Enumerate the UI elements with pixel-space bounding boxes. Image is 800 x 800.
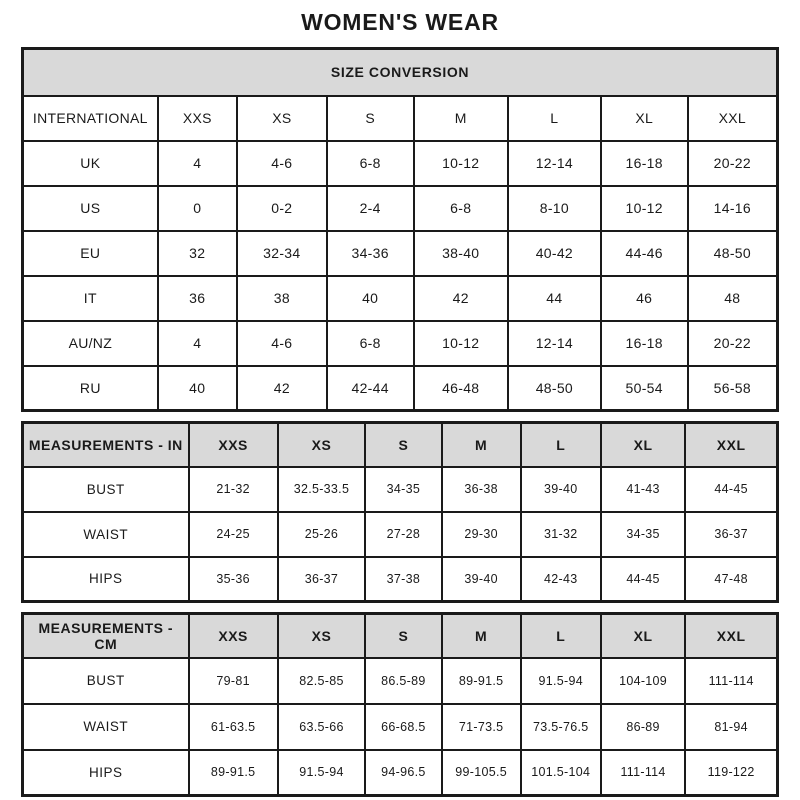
row-label: AU/NZ xyxy=(23,321,158,366)
table-cell: 12-14 xyxy=(508,321,601,366)
table-cell: 24-25 xyxy=(189,512,278,557)
table-cell: 42 xyxy=(237,366,327,411)
table-cell: 38-40 xyxy=(414,231,508,276)
column-header: XL xyxy=(601,96,688,141)
table-cell: 101.5-104 xyxy=(521,750,601,796)
table-cell: 6-8 xyxy=(414,186,508,231)
table-cell: 42 xyxy=(414,276,508,321)
table-cell: 86-89 xyxy=(601,704,686,750)
table-cell: 73.5-76.5 xyxy=(521,704,601,750)
table-cell: 35-36 xyxy=(189,557,278,602)
table-cell: 44-45 xyxy=(601,557,686,602)
table-row-hips-cm xyxy=(23,750,778,796)
table-cell: 42-43 xyxy=(521,557,601,602)
table-cell: 10-12 xyxy=(601,186,688,231)
table-cell: 91.5-94 xyxy=(278,750,366,796)
table-cell: 4 xyxy=(158,321,237,366)
table-cell: 32.5-33.5 xyxy=(278,467,366,512)
table-cell: 48-50 xyxy=(688,231,778,276)
table-cell: 31-32 xyxy=(521,512,601,557)
column-header: XXS xyxy=(158,96,237,141)
row-label: RU xyxy=(23,366,158,411)
table-cell: 61-63.5 xyxy=(189,704,278,750)
table-cell: 71-73.5 xyxy=(442,704,521,750)
table-cell: 8-10 xyxy=(508,186,601,231)
table-cell: 48-50 xyxy=(508,366,601,411)
table-cell: 66-68.5 xyxy=(365,704,441,750)
column-header: INTERNATIONAL xyxy=(23,96,158,141)
table-cell: 40-42 xyxy=(508,231,601,276)
table-cell: 94-96.5 xyxy=(365,750,441,796)
table-cell: 119-122 xyxy=(685,750,777,796)
table-cell: 42-44 xyxy=(327,366,414,411)
size-conversion-header-row xyxy=(23,49,778,96)
column-header: XXL xyxy=(685,423,777,467)
table-cell: 56-58 xyxy=(688,366,778,411)
table-cell: 37-38 xyxy=(365,557,441,602)
table-cell: 39-40 xyxy=(521,467,601,512)
row-label: BUST xyxy=(23,658,189,704)
table-cell: 36 xyxy=(158,276,237,321)
table-cell: 44-46 xyxy=(601,231,688,276)
measurements-in-table xyxy=(21,421,779,603)
table-row-waist-cm xyxy=(23,704,778,750)
table-cell: 104-109 xyxy=(601,658,686,704)
column-header: S xyxy=(327,96,414,141)
table-cell: 36-37 xyxy=(278,557,366,602)
column-header: XXS xyxy=(189,614,278,658)
table-row-it xyxy=(23,276,778,321)
table-cell: 81-94 xyxy=(685,704,777,750)
table-cell: 39-40 xyxy=(442,557,521,602)
measurements-in-header-row xyxy=(23,423,778,467)
table-cell: 111-114 xyxy=(685,658,777,704)
table-row-aunz xyxy=(23,321,778,366)
table-cell: 38 xyxy=(237,276,327,321)
table-row-uk xyxy=(23,141,778,186)
table-cell: 36-38 xyxy=(442,467,521,512)
table-cell: 79-81 xyxy=(189,658,278,704)
row-label: HIPS xyxy=(23,557,189,602)
column-header: S xyxy=(365,423,441,467)
measurements-cm-header-row xyxy=(23,614,778,658)
table-cell: 40 xyxy=(327,276,414,321)
table-cell: 21-32 xyxy=(189,467,278,512)
table-cell: 29-30 xyxy=(442,512,521,557)
size-conversion-table xyxy=(21,47,779,412)
table-cell: 14-16 xyxy=(688,186,778,231)
table-cell: 91.5-94 xyxy=(521,658,601,704)
column-header: XS xyxy=(237,96,327,141)
table-cell: 12-14 xyxy=(508,141,601,186)
table-cell: 34-35 xyxy=(601,512,686,557)
table-cell: 16-18 xyxy=(601,321,688,366)
table-cell: 0 xyxy=(158,186,237,231)
table-cell: 16-18 xyxy=(601,141,688,186)
row-label: US xyxy=(23,186,158,231)
table-row-hips-in xyxy=(23,557,778,602)
row-label: BUST xyxy=(23,467,189,512)
column-header: XXL xyxy=(685,614,777,658)
table-cell: 44 xyxy=(508,276,601,321)
column-header: S xyxy=(365,614,441,658)
column-header: L xyxy=(521,614,601,658)
row-label: UK xyxy=(23,141,158,186)
column-header: L xyxy=(508,96,601,141)
table-cell: 86.5-89 xyxy=(365,658,441,704)
table-cell: 10-12 xyxy=(414,141,508,186)
table-row-bust-cm xyxy=(23,658,778,704)
table-cell: 2-4 xyxy=(327,186,414,231)
table-row-waist-in xyxy=(23,512,778,557)
table-cell: 34-36 xyxy=(327,231,414,276)
size-conversion-title: SIZE CONVERSION xyxy=(23,49,778,96)
table-cell: 36-37 xyxy=(685,512,777,557)
column-header: L xyxy=(521,423,601,467)
table-cell: 32-34 xyxy=(237,231,327,276)
table-row-ru xyxy=(23,366,778,411)
table-cell: 20-22 xyxy=(688,321,778,366)
table-cell: 44-45 xyxy=(685,467,777,512)
table-row-us xyxy=(23,186,778,231)
column-header: XS xyxy=(278,614,366,658)
table-cell: 89-91.5 xyxy=(442,658,521,704)
table-cell: 4-6 xyxy=(237,321,327,366)
table-cell: 46-48 xyxy=(414,366,508,411)
column-header: M xyxy=(442,423,521,467)
row-label: EU xyxy=(23,231,158,276)
page-title: WOMEN'S WEAR xyxy=(301,9,499,35)
table-cell: 89-91.5 xyxy=(189,750,278,796)
table-cell: 99-105.5 xyxy=(442,750,521,796)
table-row-eu xyxy=(23,231,778,276)
table-cell: 27-28 xyxy=(365,512,441,557)
column-header: M xyxy=(442,614,521,658)
column-header: XXS xyxy=(189,423,278,467)
row-label: WAIST xyxy=(23,512,189,557)
column-header: XS xyxy=(278,423,366,467)
table-cell: 111-114 xyxy=(601,750,686,796)
table-cell: 25-26 xyxy=(278,512,366,557)
table-cell: 34-35 xyxy=(365,467,441,512)
table-cell: 48 xyxy=(688,276,778,321)
table-cell: 10-12 xyxy=(414,321,508,366)
table-row-bust-in xyxy=(23,467,778,512)
table-cell: 47-48 xyxy=(685,557,777,602)
table-cell: 50-54 xyxy=(601,366,688,411)
table-cell: 82.5-85 xyxy=(278,658,366,704)
row-label: HIPS xyxy=(23,750,189,796)
row-label: WAIST xyxy=(23,704,189,750)
column-header: XL xyxy=(601,614,686,658)
table-cell: 0-2 xyxy=(237,186,327,231)
measurements-in-title: MEASUREMENTS - IN xyxy=(23,423,189,467)
measurements-cm-table xyxy=(21,612,779,797)
table-cell: 46 xyxy=(601,276,688,321)
table-cell: 4-6 xyxy=(237,141,327,186)
table-cell: 40 xyxy=(158,366,237,411)
size-conversion-column-header-row xyxy=(23,96,778,141)
table-cell: 6-8 xyxy=(327,141,414,186)
row-label: IT xyxy=(23,276,158,321)
table-cell: 4 xyxy=(158,141,237,186)
column-header: XXL xyxy=(688,96,778,141)
table-cell: 6-8 xyxy=(327,321,414,366)
column-header: XL xyxy=(601,423,686,467)
column-header: M xyxy=(414,96,508,141)
measurements-cm-title: MEASUREMENTS - CM xyxy=(23,614,189,658)
table-cell: 63.5-66 xyxy=(278,704,366,750)
table-cell: 32 xyxy=(158,231,237,276)
table-cell: 20-22 xyxy=(688,141,778,186)
table-cell: 41-43 xyxy=(601,467,686,512)
